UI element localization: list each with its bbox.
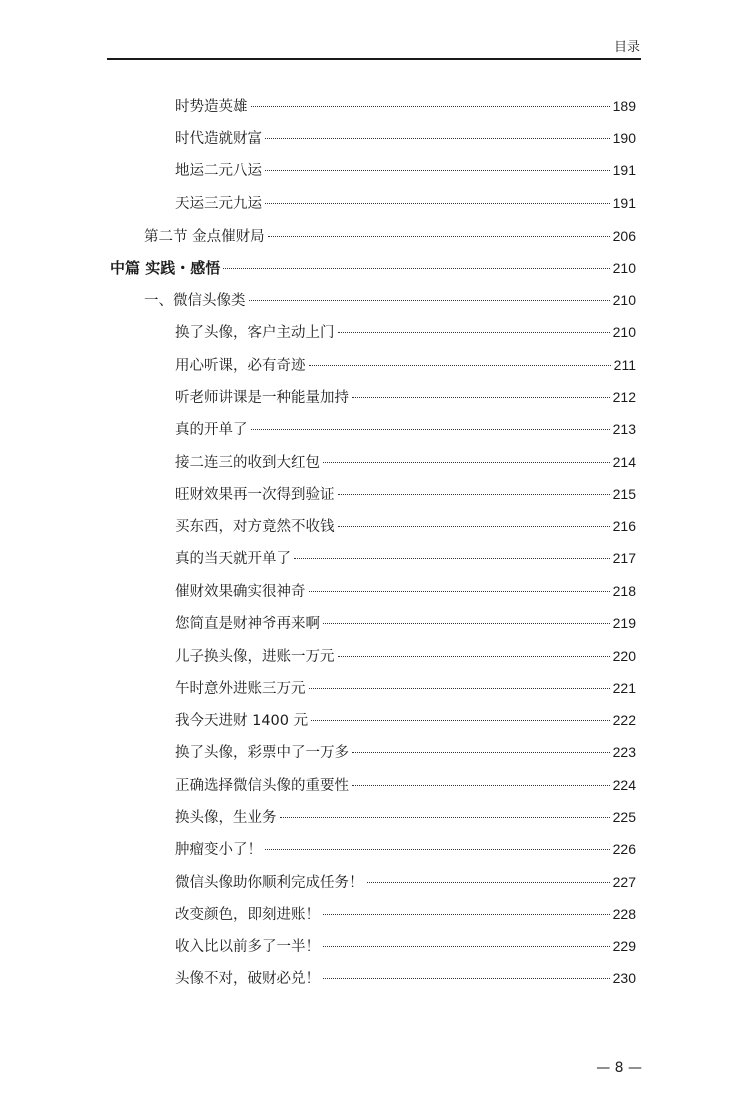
toc-entry-title: 正确选择微信头像的重要性	[175, 778, 349, 794]
toc-entry-page: 220	[612, 648, 636, 664]
dot-leader	[294, 558, 610, 559]
toc-entry[interactable]	[175, 806, 636, 828]
toc-entry-title: 听老师讲课是一种能量加持	[175, 390, 349, 406]
dot-leader	[251, 429, 610, 430]
toc-entry-page: 191	[612, 195, 636, 211]
dot-leader	[338, 526, 610, 527]
toc-entry-title: 换了头像，彩票中了一万多	[175, 745, 349, 761]
dot-leader	[352, 752, 610, 753]
toc-part-entry[interactable]	[110, 257, 636, 279]
toc-entry[interactable]	[175, 192, 636, 214]
toc-entry-page: 214	[612, 454, 636, 470]
toc-entry-title: 一、微信头像类	[144, 293, 246, 309]
toc-entry-title: 换了头像，客户主动上门	[175, 325, 335, 341]
toc-entry[interactable]	[175, 418, 636, 440]
dot-leader	[309, 591, 610, 592]
toc-entry[interactable]	[175, 709, 636, 731]
toc-entry-page: 216	[612, 518, 636, 534]
toc-entry-title: 时代造就财富	[175, 131, 262, 147]
toc-entry-title: 真的开单了	[175, 422, 248, 438]
toc-entry-title: 天运三元九运	[175, 196, 262, 212]
dot-leader	[311, 720, 610, 721]
toc-entry-page: 228	[612, 906, 636, 922]
toc-entry-page: 210	[612, 292, 636, 308]
dot-leader	[323, 462, 610, 463]
toc-entry-page: 225	[612, 809, 636, 825]
toc-entry-page: 219	[612, 615, 636, 631]
toc-entry[interactable]	[175, 483, 636, 505]
toc-entry[interactable]	[175, 451, 636, 473]
toc-entry-title: 午时意外进账三万元	[175, 681, 306, 697]
toc-entry-title: 地运二元八运	[175, 163, 262, 179]
toc-entry[interactable]	[175, 354, 636, 376]
running-head-title: 目录	[613, 40, 640, 55]
toc-entry-page: 224	[612, 777, 636, 793]
toc-entry-page: 223	[612, 744, 636, 760]
dot-leader	[323, 914, 610, 915]
toc-section-entry[interactable]	[144, 225, 636, 247]
toc-entry-title: 微信头像助你顺利完成任务！	[175, 875, 364, 891]
toc-entry-title: 儿子换头像，进账一万元	[175, 649, 335, 665]
toc-entry-page: 212	[612, 389, 636, 405]
toc-section-entry[interactable]	[144, 289, 636, 311]
toc-entry[interactable]	[175, 741, 636, 763]
dot-leader	[323, 623, 610, 624]
toc-entry-page: 217	[612, 550, 636, 566]
dot-leader	[265, 203, 610, 204]
toc-entry[interactable]	[175, 838, 636, 860]
toc-entry[interactable]	[175, 774, 636, 796]
toc-entry-page: 206	[612, 228, 636, 244]
toc-entry-title: 买东西，对方竟然不收钱	[175, 519, 335, 535]
toc-entry[interactable]	[175, 95, 636, 117]
toc-entry[interactable]	[175, 386, 636, 408]
toc-entry-page: 215	[612, 486, 636, 502]
dot-leader	[338, 494, 610, 495]
toc-entry[interactable]	[175, 903, 636, 925]
toc-entry-page: 227	[612, 874, 636, 890]
toc-entry[interactable]	[175, 612, 636, 634]
toc-entry-page: 221	[612, 680, 636, 696]
dot-leader	[265, 849, 610, 850]
toc-entry-page: 213	[612, 421, 636, 437]
dot-leader	[338, 656, 610, 657]
toc-entry-page: 230	[612, 970, 636, 986]
dot-leader	[309, 365, 611, 366]
toc-entry[interactable]	[175, 871, 636, 893]
toc-entry[interactable]	[175, 127, 636, 149]
toc-entry[interactable]	[175, 159, 636, 181]
toc-entry-title: 接二连三的收到大红包	[175, 455, 320, 471]
header-rule	[107, 58, 641, 60]
dot-leader	[251, 106, 610, 107]
toc-entry-title: 改变颜色，即刻进账！	[175, 907, 320, 923]
dot-leader	[323, 978, 610, 979]
toc-entry-title: 时势造英雄	[175, 99, 248, 115]
toc-entry-title: 换头像，生业务	[175, 810, 277, 826]
toc-entry-page: 190	[612, 130, 636, 146]
toc-entry-title: 收入比以前多了一半！	[175, 939, 320, 955]
toc-entry[interactable]	[175, 580, 636, 602]
dot-leader	[265, 170, 610, 171]
dot-leader	[268, 236, 610, 237]
toc-entry-title: 您简直是财神爷再来啊	[175, 616, 320, 632]
dot-leader	[352, 785, 610, 786]
toc-entry[interactable]	[175, 677, 636, 699]
toc-entry-title: 第二节 金点催财局	[144, 229, 265, 245]
toc-entry-title: 催财效果确实很神奇	[175, 584, 306, 600]
dot-leader	[223, 268, 609, 269]
toc-entry-page: 191	[612, 162, 636, 178]
dot-leader	[352, 397, 610, 398]
toc-entry[interactable]	[175, 645, 636, 667]
toc-entry-title: 用心听课，必有奇迹	[175, 358, 306, 374]
toc-entry[interactable]	[175, 547, 636, 569]
toc-entry-title: 头像不对，破财必兑！	[175, 971, 320, 987]
dot-leader	[309, 688, 610, 689]
toc-entry-title: 肿瘤变小了！	[175, 842, 262, 858]
toc-entry-page: 226	[612, 841, 636, 857]
toc-entry-page: 218	[612, 583, 636, 599]
dot-leader	[249, 300, 610, 301]
toc-entry[interactable]	[175, 967, 636, 989]
toc-entry-title: 中篇 实践・感悟	[110, 259, 221, 277]
dot-leader	[323, 946, 610, 947]
toc-entry[interactable]	[175, 321, 636, 343]
toc-entry-page: 189	[612, 98, 636, 114]
toc-entry-page: 210	[612, 324, 636, 340]
toc-entry-page: 222	[612, 712, 636, 728]
dot-leader	[338, 332, 610, 333]
toc-entry-page: 229	[612, 938, 636, 954]
dot-leader	[280, 817, 610, 818]
toc-entry-title: 旺财效果再一次得到验证	[175, 487, 335, 503]
dot-leader	[265, 138, 610, 139]
toc-entry-page: 211	[613, 357, 636, 373]
toc-entry[interactable]	[175, 935, 636, 957]
toc-entry-page: 210	[612, 260, 636, 276]
toc-entry-title: 我今天进财 1400 元	[175, 713, 309, 729]
toc-entry[interactable]	[175, 515, 636, 537]
page-number: — 8 —	[596, 1060, 642, 1076]
toc-entry-title: 真的当天就开单了	[175, 551, 291, 567]
dot-leader	[367, 882, 610, 883]
